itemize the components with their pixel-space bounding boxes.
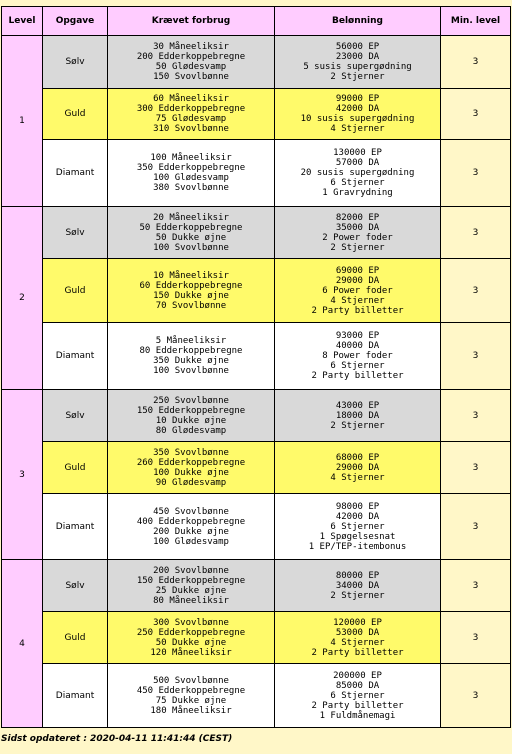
reward-line: 42000 DA [335,104,380,114]
min-level-cell: 3 [441,323,511,390]
required-line: 380 Svovlbønne [153,183,229,193]
min-level-cell: 3 [441,89,511,140]
task-name-cell: Diamant [43,140,108,207]
min-level-cell: 3 [441,612,511,664]
reward-line: 2 Party billetter [311,647,404,658]
reward-line: 35000 DA [335,222,380,233]
required-line: 60 Måneeliksir [153,94,229,104]
reward-line: 200000 EP [333,670,382,681]
required-line: 80 Glødesvamp [155,425,227,436]
reward-line: 69000 EP [335,265,380,276]
reward-line: 53000 DA [335,627,380,638]
table-row [2,612,511,664]
required-line: 150 Edderkoppebregne [136,575,246,586]
reward-line: 42000 DA [335,511,380,522]
reward-line: 8 Power foder [322,351,393,361]
reward-line: 40000 DA [335,341,380,351]
reward-line: 57000 DA [335,158,380,168]
table-row [2,36,511,89]
reward-line: 6 Stjerner [330,178,385,188]
reward-line: 2 Stjerner [330,242,385,253]
required-cell [108,442,275,494]
required-line: 200 Dukke øjne [153,526,229,537]
required-line: 100 Glødesvamp [153,173,229,183]
required-line: 100 Måneeliksir [150,153,232,163]
table-row [2,323,511,390]
reward-line: 85000 DA [335,680,380,691]
required-line: 120 Måneeliksir [150,647,232,658]
required-line: 300 Edderkoppebregne [136,104,246,114]
required-line: 75 Dukke øjne [155,695,227,706]
reward-cell [275,36,441,89]
header-level: Level [2,7,43,36]
required-line: 50 Dukke øjne [155,232,227,243]
header-task: Opgave [43,7,108,36]
required-cell [108,612,275,664]
min-level-cell: 3 [441,259,511,323]
required-line: 350 Dukke øjne [153,356,229,366]
table-row [2,442,511,494]
task-name-cell: Diamant [43,494,108,560]
reward-line: 82000 EP [335,212,380,223]
required-line: 20 Måneeliksir [153,212,229,223]
reward-cell [275,612,441,664]
required-line: 70 Svovlbønne [155,300,227,311]
task-name-cell: Diamant [43,664,108,728]
required-line: 150 Dukke øjne [153,290,229,301]
reward-line: 23000 DA [335,52,380,62]
required-cell [108,664,275,728]
reward-line: 1 EP/TEP-itembonus [308,541,407,552]
reward-line: 29000 DA [335,462,380,473]
min-level-cell: 3 [441,36,511,89]
reward-line: 2 Party billetter [311,700,404,711]
required-cell [108,323,275,390]
task-name-cell: Guld [43,259,108,323]
reward-cell [275,259,441,323]
level-cell: 2 [2,207,43,390]
required-line: 75 Glødesvamp [155,114,227,124]
reward-line: 4 Stjerner [330,637,385,648]
reward-line: 2 Stjerner [330,72,385,82]
reward-line: 68000 EP [335,452,380,463]
required-line: 310 Svovlbønne [153,124,229,134]
reward-cell [275,560,441,612]
reward-line: 98000 EP [335,501,380,512]
required-line: 80 Måneeliksir [153,595,229,606]
min-level-cell: 3 [441,140,511,207]
reward-line: 34000 DA [335,580,380,591]
reward-cell [275,89,441,140]
required-line: 10 Dukke øjne [155,415,227,426]
required-line: 200 Edderkoppebregne [136,52,246,62]
required-line: 300 Svovlbønne [153,617,229,628]
task-name-cell: Sølv [43,560,108,612]
required-cell [108,89,275,140]
required-line: 50 Glødesvamp [155,62,227,72]
required-cell [108,390,275,442]
required-line: 450 Edderkoppebregne [136,685,246,696]
reward-cell [275,390,441,442]
reward-cell [275,494,441,560]
reward-cell [275,323,441,390]
reward-line: 4 Stjerner [330,124,385,134]
required-line: 260 Edderkoppebregne [136,457,246,468]
reward-cell [275,207,441,259]
reward-line: 1 Gravrydning [322,188,393,198]
reward-cell [275,140,441,207]
reward-line: 2 Stjerner [330,590,385,601]
reward-line: 5 susis supergødning [303,62,412,72]
min-level-cell: 3 [441,664,511,728]
required-line: 50 Edderkoppebregne [139,222,243,233]
reward-line: 2 Stjerner [330,420,385,431]
required-cell [108,207,275,259]
task-name-cell: Diamant [43,323,108,390]
header-min-level: Min. level [441,7,511,36]
level-cell: 4 [2,560,43,728]
reward-line: 4 Stjerner [330,295,385,306]
required-line: 100 Svovlbønne [153,242,229,253]
required-line: 10 Måneeliksir [153,270,229,281]
reward-line: 120000 EP [333,617,382,628]
required-line: 80 Edderkoppebregne [139,346,243,356]
reward-line: 6 Stjerner [330,361,385,371]
header-required: Krævet forbrug [108,7,275,36]
required-cell [108,36,275,89]
required-line: 400 Edderkoppebregne [136,516,246,527]
reward-line: 18000 DA [335,410,380,421]
required-line: 90 Glødesvamp [155,477,227,488]
reward-cell [275,664,441,728]
table-row [2,259,511,323]
required-line: 5 Måneeliksir [155,336,227,346]
reward-cell [275,442,441,494]
required-cell [108,259,275,323]
required-cell [108,560,275,612]
table-row [2,494,511,560]
table-row [2,140,511,207]
reward-line: 80000 EP [335,570,380,581]
reward-line: 99000 EP [335,94,380,104]
reward-line: 93000 EP [335,331,380,341]
required-line: 150 Edderkoppebregne [136,405,246,416]
required-line: 350 Svovlbønne [153,447,229,458]
required-line: 50 Dukke øjne [155,637,227,648]
required-line: 250 Svovlbønne [153,395,229,406]
header-row [2,7,511,36]
required-line: 500 Svovlbønne [153,675,229,686]
task-name-cell: Guld [43,89,108,140]
required-line: 100 Dukke øjne [153,467,229,478]
reward-line: 2 Party billetter [311,305,404,316]
header-reward: Belønning [275,7,441,36]
last-updated: Sidst opdateret : 2020-04-11 11:41:44 (CEST) [1,734,233,744]
min-level-cell: 3 [441,494,511,560]
reward-line: 1 Spøgelsesnat [319,531,396,542]
reward-line: 6 Stjerner [330,690,385,701]
reward-line: 20 susis supergødning [300,168,415,178]
task-name-cell: Guld [43,442,108,494]
reward-line: 130000 EP [333,148,382,158]
min-level-cell: 3 [441,390,511,442]
table-row [2,390,511,442]
task-name-cell: Guld [43,612,108,664]
reward-line: 43000 EP [335,400,380,411]
required-line: 200 Svovlbønne [153,565,229,576]
reward-line: 2 Power foder [322,232,393,243]
reward-line: 29000 DA [335,275,380,286]
min-level-cell: 3 [441,207,511,259]
task-name-cell: Sølv [43,207,108,259]
required-line: 60 Edderkoppebregne [139,280,243,291]
required-line: 100 Glødesvamp [153,536,229,547]
reward-line: 10 susis supergødning [300,114,415,124]
quest-table-body [2,36,511,728]
required-line: 30 Måneeliksir [153,42,229,52]
required-line: 180 Måneeliksir [150,705,232,716]
quest-table [1,6,511,728]
level-cell: 3 [2,390,43,560]
level-cell: 1 [2,36,43,207]
reward-line: 4 Stjerner [330,472,385,483]
reward-line: 2 Party billetter [311,371,404,381]
required-line: 25 Dukke øjne [155,585,227,596]
required-line: 100 Svovlbønne [153,366,229,376]
required-line: 450 Svovlbønne [153,506,229,517]
required-line: 250 Edderkoppebregne [136,627,246,638]
table-row [2,207,511,259]
required-cell [108,494,275,560]
reward-line: 56000 EP [335,42,380,52]
task-name-cell: Sølv [43,390,108,442]
reward-line: 1 Fuldmånemagi [319,710,396,721]
required-line: 350 Edderkoppebregne [136,163,246,173]
min-level-cell: 3 [441,442,511,494]
required-cell [108,140,275,207]
table-row [2,89,511,140]
task-name-cell: Sølv [43,36,108,89]
reward-line: 6 Power foder [322,285,393,296]
table-row [2,560,511,612]
table-row [2,664,511,728]
reward-line: 6 Stjerner [330,521,385,532]
min-level-cell: 3 [441,560,511,612]
required-line: 150 Svovlbønne [153,72,229,82]
